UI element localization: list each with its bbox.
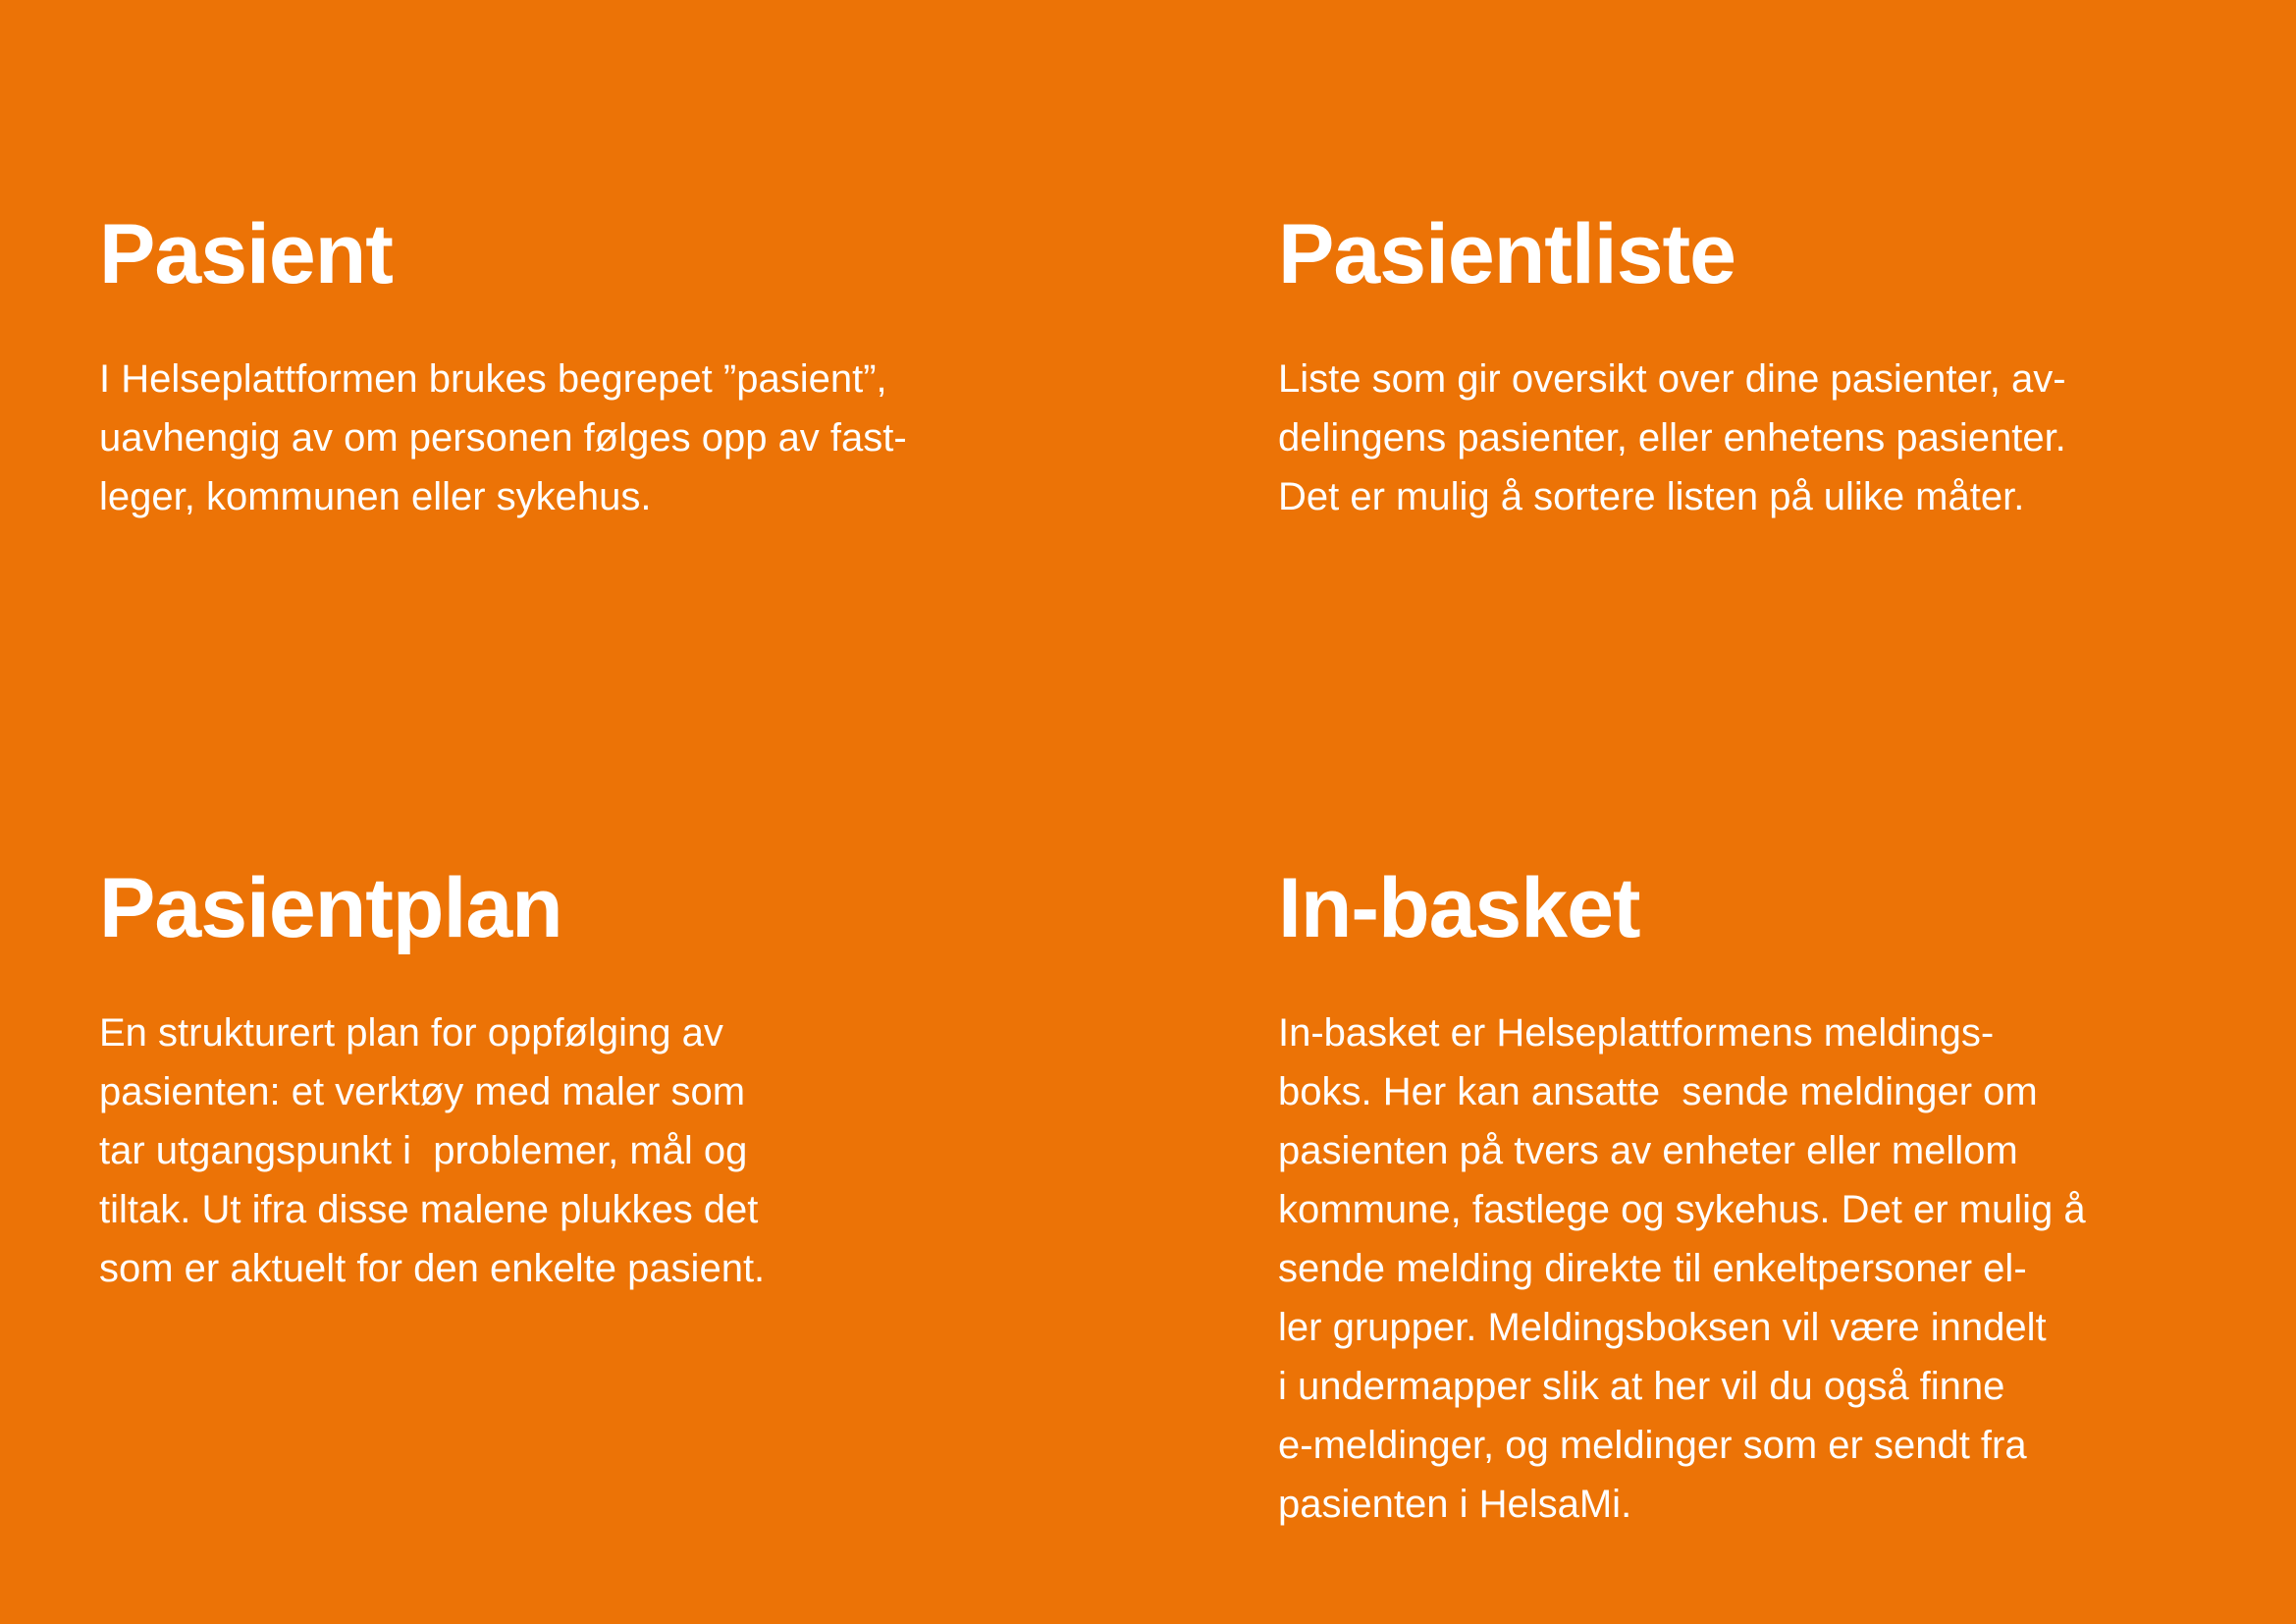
body-line: tiltak. Ut ifra disse malene plukkes det bbox=[99, 1188, 759, 1231]
body-line: i undermapper slik at her vil du også finne bbox=[1278, 1365, 2005, 1408]
section-body-pasientliste bbox=[1278, 350, 2260, 526]
section-pasientplan bbox=[99, 861, 1130, 1298]
body-line: In-basket er Helseplattformens meldings- bbox=[1278, 1011, 1995, 1055]
section-title-pasient: Pasient bbox=[99, 207, 393, 301]
body-line: pasienten: et verktøy med maler som bbox=[99, 1070, 746, 1113]
section-body-in-basket bbox=[1278, 1003, 2260, 1534]
section-title-pasientliste: Pasientliste bbox=[1278, 207, 1735, 301]
body-line: leger, kommunen eller sykehus. bbox=[99, 475, 652, 518]
body-line: sende melding direkte til enkeltpersoner el- bbox=[1278, 1247, 2027, 1290]
body-line: En strukturert plan for oppfølging av bbox=[99, 1011, 723, 1055]
body-line: delingens pasienter, eller enhetens pasienter. bbox=[1278, 416, 2066, 460]
section-title-pasientplan: Pasientplan bbox=[99, 861, 562, 955]
body-line: uavhengig av om personen følges opp av fast- bbox=[99, 416, 907, 460]
section-in-basket bbox=[1278, 861, 2260, 1534]
body-line: pasienten i HelsaMi. bbox=[1278, 1483, 1632, 1526]
section-title-in-basket: In-basket bbox=[1278, 861, 1640, 955]
body-line: kommune, fastlege og sykehus. Det er mulig å bbox=[1278, 1188, 2086, 1231]
section-body-pasientplan bbox=[99, 1003, 1130, 1298]
section-pasient bbox=[99, 207, 1130, 526]
body-line: Det er mulig å sortere listen på ulike måter. bbox=[1278, 475, 2025, 518]
body-line: tar utgangspunkt i problemer, mål og bbox=[99, 1129, 748, 1172]
body-line: som er aktuelt for den enkelte pasient. bbox=[99, 1247, 766, 1290]
body-line: boks. Her kan ansatte sende meldinger om bbox=[1278, 1070, 2038, 1113]
body-line: I Helseplattformen brukes begrepet ”pasient”, bbox=[99, 357, 887, 401]
body-line: Liste som gir oversikt over dine pasienter, av- bbox=[1278, 357, 2066, 401]
body-line: e-meldinger, og meldinger som er sendt fra bbox=[1278, 1424, 2027, 1467]
body-line: ler grupper. Meldingsboksen vil være inndelt bbox=[1278, 1306, 2047, 1349]
section-pasientliste bbox=[1278, 207, 2260, 526]
section-body-pasient bbox=[99, 350, 1130, 526]
body-line: pasienten på tvers av enheter eller mellom bbox=[1278, 1129, 2018, 1172]
